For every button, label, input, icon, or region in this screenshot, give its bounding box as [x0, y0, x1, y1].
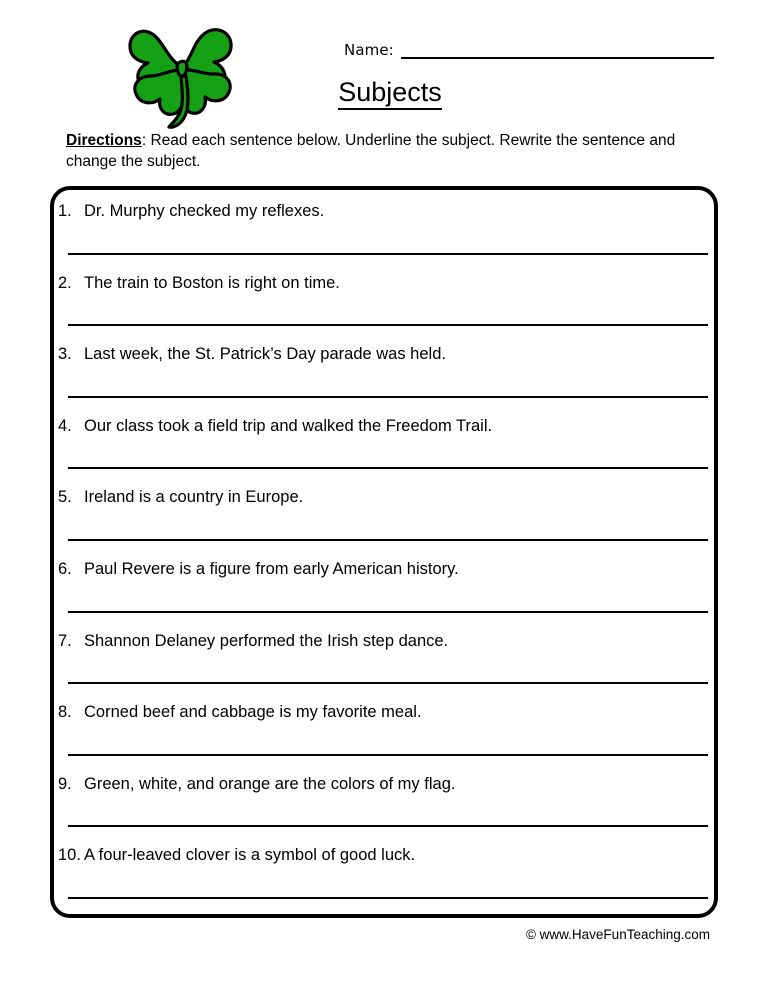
page-title: [0, 76, 772, 108]
question-row: [54, 620, 714, 692]
page-title-text: Subjects: [338, 77, 442, 110]
answer-line[interactable]: [68, 253, 708, 255]
question-text: [58, 844, 706, 866]
answer-line[interactable]: [68, 754, 708, 756]
question-row: [54, 834, 714, 906]
question-sentence: Last week, the St. Patrick’s Day parade was held.: [84, 345, 446, 364]
questions-box: [50, 186, 718, 918]
answer-line[interactable]: [68, 396, 708, 398]
question-sentence: Shannon Delaney performed the Irish step dance.: [84, 631, 449, 650]
question-sentence: Ireland is a country in Europe.: [84, 488, 304, 507]
question-sentence: Our class took a field trip and walked the Freedom Trail.: [84, 416, 493, 435]
directions-separator: :: [141, 132, 151, 149]
question-number: 5.: [58, 488, 72, 507]
question-number: 8.: [58, 703, 72, 722]
question-row: [54, 262, 714, 334]
name-label: Name:: [344, 41, 394, 59]
question-row: [54, 405, 714, 477]
question-sentence: A four-leaved clover is a symbol of good luck.: [84, 846, 416, 865]
question-text: [58, 200, 706, 222]
name-field-row: [344, 42, 714, 59]
question-number: 10.: [58, 846, 81, 865]
question-sentence: Dr. Murphy checked my reflexes.: [84, 202, 325, 220]
question-text: [58, 415, 706, 437]
question-text: [58, 701, 706, 723]
directions: [66, 130, 686, 172]
question-number: 1.: [58, 202, 72, 220]
question-text: [58, 272, 706, 294]
question-row: [54, 763, 714, 835]
four-leaf-clover-icon: [122, 14, 244, 132]
worksheet-header: [0, 0, 772, 130]
answer-line[interactable]: [68, 897, 708, 899]
answer-line[interactable]: [68, 611, 708, 613]
question-text: [58, 630, 706, 652]
question-text: [58, 558, 706, 580]
question-row: [54, 548, 714, 620]
answer-line[interactable]: [68, 324, 708, 326]
answer-line[interactable]: [68, 539, 708, 541]
question-row: [54, 691, 714, 763]
name-input[interactable]: [401, 43, 714, 59]
questions-list: [54, 190, 714, 914]
footer-copyright: © www.HaveFunTeaching.com: [525, 927, 710, 942]
question-row: [54, 190, 714, 262]
question-text: [58, 486, 706, 508]
question-number: 6.: [58, 559, 72, 578]
question-number: 3.: [58, 345, 72, 364]
question-number: 2.: [58, 273, 72, 292]
question-number: 4.: [58, 416, 72, 435]
directions-label: Directions: [66, 132, 142, 149]
answer-line[interactable]: [68, 825, 708, 827]
question-sentence: The train to Boston is right on time.: [84, 273, 340, 292]
question-number: 9.: [58, 774, 72, 793]
answer-line[interactable]: [68, 682, 708, 684]
question-row: [54, 476, 714, 548]
question-sentence: Paul Revere is a figure from early American history.: [84, 559, 459, 578]
question-sentence: Corned beef and cabbage is my favorite meal.: [84, 703, 422, 722]
directions-text: Read each sentence below. Underline the subject. Rewrite the sentence and change the subject.: [66, 132, 676, 170]
question-text: [58, 343, 706, 365]
answer-line[interactable]: [68, 467, 708, 469]
question-number: 7.: [58, 631, 72, 650]
question-text: [58, 773, 706, 795]
question-sentence: Green, white, and orange are the colors of my flag.: [84, 774, 456, 793]
question-row: [54, 333, 714, 405]
